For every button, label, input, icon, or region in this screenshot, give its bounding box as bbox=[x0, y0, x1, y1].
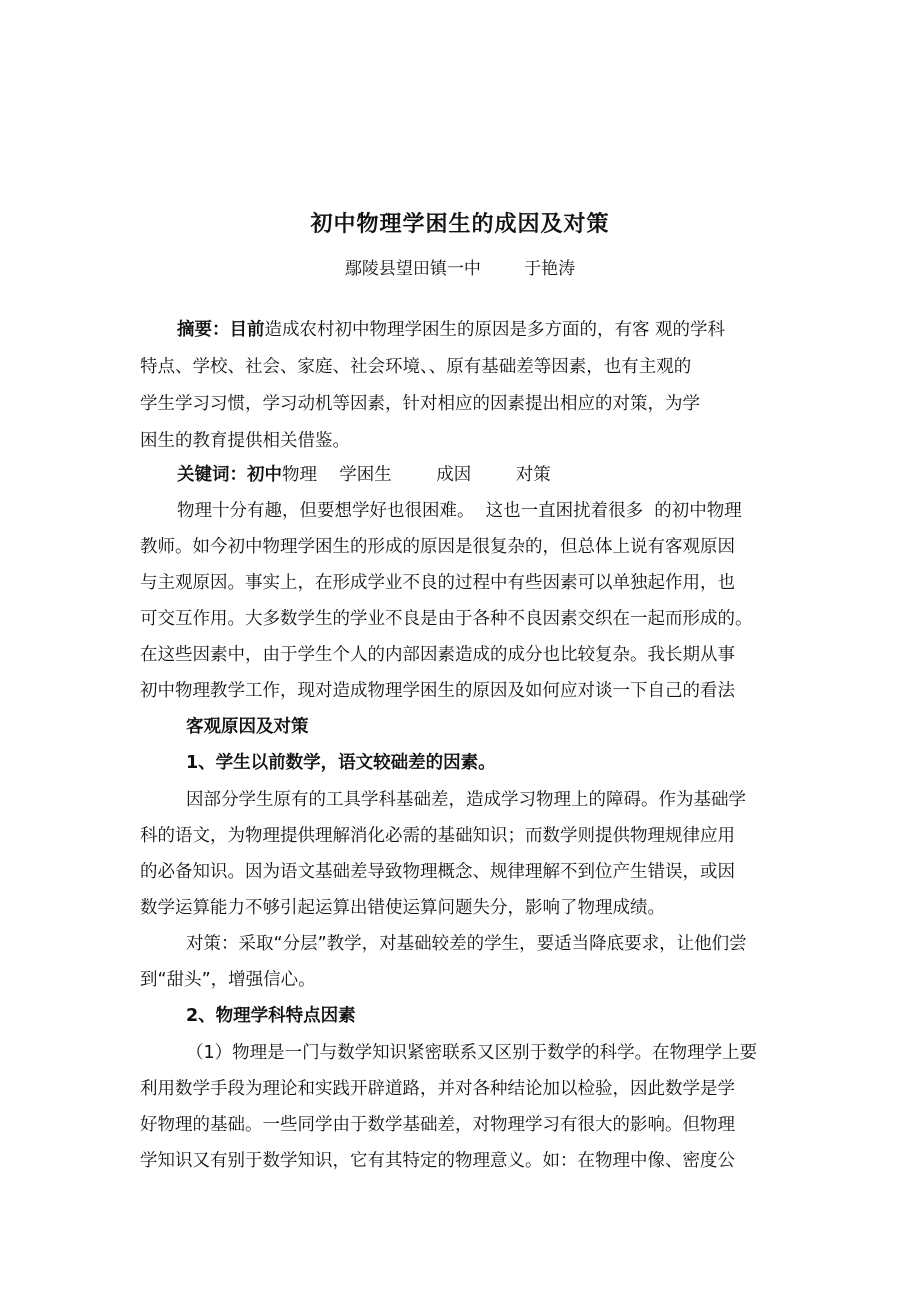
section1-line-3: 的必备知识。因为语文基础差导致物理概念、规律理解不到位产生错误，或因 bbox=[140, 862, 735, 882]
intro-line-5: 在这些因素中，由于学生个人的内部因素造成的成分也比较复杂。我长期从事 bbox=[140, 645, 735, 665]
keywords-text: 物理 学困生 成因 对策 bbox=[282, 465, 551, 485]
abstract-line-4: 困生的教育提供相关借鉴。 bbox=[140, 431, 350, 451]
intro-line-1: 物理十分有趣，但要想学好也很困难。 这也一直困扰着很多 的初中物理 bbox=[177, 501, 742, 521]
abstract-label: 摘要： bbox=[177, 320, 230, 340]
author-line: 鄢陵县望田镇一中 于艳涛 bbox=[344, 259, 576, 279]
abstract-lead: 目前 bbox=[229, 320, 265, 340]
intro-line-4: 可交互作用。大多数学生的学业不良是由于各种不良因素交织在一起而形成的。 bbox=[140, 609, 753, 629]
keywords-label: 关键词：初中 bbox=[177, 465, 282, 485]
abstract-line-3: 学生学习习惯，学习动机等因素，针对相应的因素提出相应的对策，为学 bbox=[140, 394, 700, 414]
section2-line-2: 利用数学手段为理论和实践开辟道路，并对各种结论加以检验，因此数学是学 bbox=[140, 1079, 735, 1099]
strategy-line-1: 对策：采取“分层”教学，对基础较差的学生，要适当降底要求，让他们尝 bbox=[186, 934, 747, 954]
section1-line-2: 科的语文，为物理提供理解消化必需的基础知识；而数学则提供物理规律应用 bbox=[140, 826, 735, 846]
section1-line-4: 数学运算能力不够引起运算出错使运算问题失分，影响了物理成绩。 bbox=[140, 898, 665, 918]
intro-line-2: 教师。如今初中物理学困生的形成的原因是很复杂的，但总体上说有客观原因 bbox=[140, 537, 735, 557]
heading-2: 2、物理学科特点因素 bbox=[186, 1006, 356, 1026]
heading-objective: 客观原因及对策 bbox=[186, 717, 309, 737]
keywords-line bbox=[177, 463, 822, 487]
abstract-line-1 bbox=[177, 318, 822, 342]
strategy-line-2: 到“甜头”，增强信心。 bbox=[140, 970, 316, 990]
intro-line-6: 初中物理教学工作，现对造成物理学困生的原因及如何应对谈一下自己的看法 bbox=[140, 681, 735, 701]
section2-line-3: 好物理的基础。一些同学由于数学基础差，对物理学习有很大的影响。但物理 bbox=[140, 1115, 735, 1135]
section2-line-1: （1）物理是一门与数学知识紧密联系又区别于数学的科学。在物理学上要 bbox=[186, 1043, 758, 1063]
page-title: 初中物理学困生的成因及对策 bbox=[310, 212, 610, 237]
section2-line-4: 学知识又有别于数学知识，它有其特定的物理意义。如：在物理中像、密度公 bbox=[140, 1151, 735, 1171]
abstract-line-2: 特点、学校、社会、家庭、社会环境、、原有基础差等因素，也有主观的 bbox=[140, 357, 692, 377]
abstract-text: 造成农村初中物理学困生的原因是多方面的，有客 观的学科 bbox=[264, 320, 726, 340]
intro-line-3: 与主观原因。事实上，在形成学业不良的过程中有些因素可以单独起作用，也 bbox=[140, 573, 735, 593]
heading-1: 1、学生以前数学，语文较础差的因素。 bbox=[186, 753, 496, 773]
section1-line-1: 因部分学生原有的工具学科基础差，造成学习物理上的障碍。作为基础学 bbox=[186, 790, 746, 810]
